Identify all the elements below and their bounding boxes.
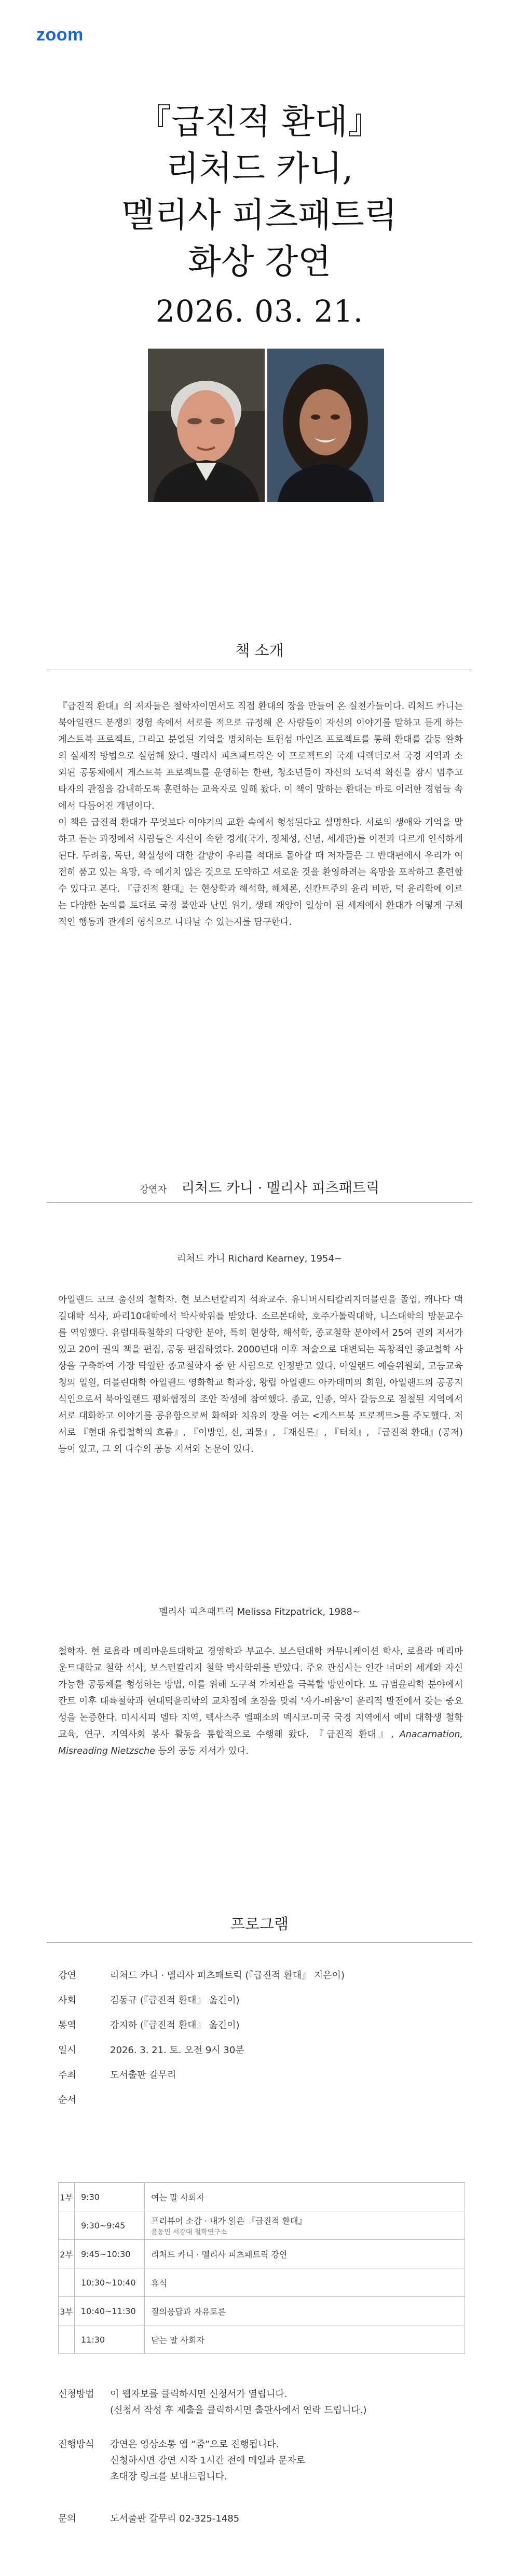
info-row: 순서 [58,2095,76,2106]
schedule-row: 10:30~10:40 휴식 [59,2268,465,2297]
info-row: 사회 김동규 (『급진적 환대』 옮긴이) [58,1995,240,2006]
lecturer-label: 강연자 [139,1184,167,1195]
bio-name-fitzpatrick: 멜리사 피츠패트릭 Melissa Fitzpatrick, 1988~ [159,1606,360,1617]
book-intro-title: 책 소개 [235,642,284,659]
divider [47,1202,472,1203]
book-intro-text [58,698,463,931]
program-title: 프로그램 [230,1915,289,1933]
schedule-row: 3부 10:40~11:30 질의응답과 자유토론 [59,2297,465,2325]
lecturer-names: 리처드 카니 · 멜리사 피츠패트릭 [181,1180,380,1196]
hero-title-line: 멜리사 피츠패트릭 [121,195,398,235]
schedule-row: 2부 9:45~10:30 리처드 카니 · 멜리사 피츠패트릭 강연 [59,2240,465,2268]
bio-text-kearney [58,1292,463,1458]
schedule-row: 11:30 닫는 말 사회자 [59,2325,465,2354]
divider [47,1942,472,1943]
bio-text-fitzpatrick [58,1643,463,1760]
schedule-table [58,2182,465,2354]
hero-title-line: 『급진적 환대』 [137,102,382,142]
info-row: 주최 도서출판 갈무리 [58,2070,176,2081]
portrait-melissa-fitzpatrick [267,349,384,502]
info-row: 강연 리처드 카니 · 멜리사 피츠패트릭 (『급진적 환대』 지은이) [58,1970,345,1981]
portrait-richard-kearney [148,349,265,502]
hero-title [0,99,519,285]
schedule-row: 9:30~9:45 프리뷰어 소감 · 내가 읽은 『급진적 환대』 윤동민 서강대 철학연구소 [59,2211,465,2240]
bio-name-kearney: 리처드 카니 Richard Kearney, 1954~ [176,1253,343,1264]
schedule-row: 1부 9:30 여는 말 사회자 [59,2183,465,2211]
intro-paragraph: 『급진적 환대』의 저자들은 철학자이면서도 직접 환대의 장을 만들어 온 실천가들이다. 리처드 카니는 북아일랜드 분쟁의 경험 속에서 서로를 적으로 규정해 온 사람들이 자신의 이야기를 말하고 듣게 하는 게스트북 프로젝트, 그리고 분열된 기억을 병치하는 트윈섬 마인즈 프로젝트를 통해 환대를 갈등 완화의 실제적 방법으로 실험해 왔다. 멜리사 피츠패트릭은 이 프로젝트의 국제 디렉터로서 국경 지역과 소외된 공동체에서 게스트북 프로젝트를 운영하는 한편, 청소년들이 자신의 도덕적 확신을 잠시 멈추고 타자의 관점을 감내하도록 훈련하는 교육자로 일해 왔다. 이 책이 말하는 환대는 바로 이러한 경험들 속에서 다듬어진 개념이다. [58,701,463,811]
zoom-logo: zoom [36,25,84,45]
bio-paragraph: 아일랜드 코크 출신의 철학자. 현 보스턴칼리지 석좌교수. 유니버시티칼리지더블린을 졸업, 캐나다 맥길대학 석사, 파리10대학에서 박사학위를 받았다. 소르본대학, 호주가톨릭대학, 니스대학의 방문교수를 역임했다. 유럽대륙철학의 다양한 분야, 특히 현상학, 해석학, 종교철학 분야에서 25여 권의 저서가 있고 20여 권의 책을 편집, 공동 편집하였다. 2000년대 이후 저술으로 대변되는 독창적인 종교철학 사상을 구축하여 가장 탁월한 종교철학자 중 한 사람으로 인정받고 있다. 아일랜드 예술위원회, 고등교육청의 일원, 더블린대학 아일랜드 영화학교 학과장, 왕립 아일랜드 아카데미의 회원, 아일랜드의 공공지식인으로서 북아일랜드 평화협정의 조안 작성에 참여했다. 종교, 인종, 역사 갈등으로 점철된 지역에서 서로 대화하고 이야기를 공유함으로써 화해와 치유의 장을 여는 <게스트북 프로젝트>를 주도했다. 저서로 『현대 유럽철학의 흐름』, 『이방인, 신, 괴물』, 『재신론』, 『터치』, 『급진적 환대』(공저) 등이 있고, 그 외 다수의 공동 저서와 논문이 있다. [58,1295,463,1455]
event-date: 2026. 03. 21. [155,294,364,329]
hero-title-line: 화상 강연 [187,242,331,282]
bio-paragraph: 철학자. 현 로욜라 메리마운트대학교 경영학과 부교수. 보스턴대학 커뮤니케이션 학사, 로욜라 메리마운트대학교 철학 석사, 보스턴칼리지 철학 박사학위를 받았다. 주요 관심사는 인간 너머의 세계와 자신 가능한 공동체를 형성하는 방법, 이를 위해 도구적 가치관을 극복할 방안이다. 또 규범윤리학 분야에서 칸트 이후 대륙철학과 현대덕윤리학의 교차점에 초점을 맞춰 '자가-비움'이 윤리적 발전에서 갖는 중요성을 논증한다. 미시시피 델타 지역, 텍사스주 엘패소의 멕시코-미국 국경 지역에서 예비 대학생 철학 교육, 연구, 지역사회 봉사 활동을 통합적으로 수행해 왔다. 『급진적 환대』, Anacarnation, Misreading Nietzsche 등의 공동 저서가 있다. [58,1646,463,1756]
lecturer-heading [0,1176,519,1197]
event-poster[interactable]: zoom 『급진적 환대』 리처드 카니, 멜리사 피츠패트릭 화상 강연 2026. 03. 21. 책 소개 『급진적 환대』의 저자들은 철학자이면서도 직접 환대의 장을 만들어 온 실천가들이다. 리처드 카니는 북아일랜드 분쟁의 경험 속에서 서로를 적으로 규정해 온 사람들이 자신의 이야기를 말하고 듣게 하는 게스트북 프로젝트, 그리고 분열된 기억을 병치하는 트윈섬 마인즈 프로젝트를 통해 환대를 갈등 완화의 실제적 방법으로 실험해 왔다. 멜리사 피츠패트릭은 이 프로젝트의 국제 디렉터로서 국경 지역과 소외된 공동체에서 게스트북 프로젝트를 운영하는 한편, 청소년들이 자신의 도덕적 확신을 잠시 멈추고 타자의 관점을 감내하도록 훈련하는 교육자로 일해 왔다. 이 책이 말하는 환대는 바로 이러한 경험들 속에서 다듬어진 개념이다. 이 책은 급진적 환대가 무엇보다 이야기의 교환 속에서 형성된다고 설명한다. 서로의 생애와 기억을 말하고 듣는 과정에서 사람들은 자신이 속한 경계(국가, 정체성, 신념, 세계관)를 이전과 다르게 인식하게 된다. 두려움, 독단, 확실성에 대한 갈망이 우리를 적대로 몰아갈 때 저자들은 그 반대편에서 우리가 여전히 품고 있는 욕망, 즉 예기치 않은 것으로 도약하고 새로운 것을 환영하려는 욕망을 포착하고 훈련할 수 있다고 본다. 『급진적 환대』는 현상학과 해석학, 해체론, 신칸트주의 윤리 비판, 덕 윤리학에 이르는 다양한 논의를 토대로 국경 불안과 난민 위기, 생태 재앙이 일상이 된 세계에서 환대가 어떻게 구체적인 행동과 관계의 형식으로 나타날 수 있는지를 탐구한다. 강연자 리처드 카니 · 멜리사 피츠패트릭 리처드 카니 Richard Kearney, 1954~ 아일랜드 코크 출신의 철학자. 현 보스턴칼리지 석좌교수. 유니버시티칼리지더블린을 졸업, 캐나다 맥길대학 석사, 파리10대학에서 박사학위를 받았다. 소르본대학, 호주가톨릭대학, 니스대학의 방문교수를 역임했다. 유럽대륙철학의 다양한 분야, 특히 현상학, 해석학, 종교철학 분야에서 25여 권의 저서가 있고 20여 권의 책을 편집, 공동 편집하였다. 2000년대 이후 저술으로 대변되는 독창적인 종교철학 사상을 구축하여 가장 탁월한 종교철학자 중 한 사람으로 인정받고 있다. 아일랜드 예술위원회, 고등교육청의 일원, 더블린대학 아일랜드 영화학교 학과장, 왕립 아일랜드 아카데미의 회원, 아일랜드의 공공지식인으로서 북아일랜드 평화협정의 조안 작성에 참여했다. 종교, 인종, 역사 갈등으로 점철된 지역에서 서로 대화하고 이야기를 공유함으로써 화해와 치유의 장을 여는 <게스트북 프로젝트>를 주도했다. 저서로 『현대 유럽철학의 흐름』, 『이방인, 신, 괴물』, 『재신론』, 『터치』, 『급진적 환대』(공저) 등이 있고, 그 외 다수의 공동 저서와 논문이 있다. 멜리사 피츠패트릭 Melissa Fitzpatrick, 1988~ 철학자. 현 로욜라 메리마운트대학교 경영학과 부교수. 보스턴대학 커뮤니케이션 학사, 로욜라 메리마운트대학교 철학 석사, 보스턴칼리지 철학 박사학위를 받았다. 주요 관심사는 인간 너머의 세계와 자신 가능한 공동체를 형성하는 방법, 이를 위해 도구적 가치관을 극복할 방안이다. 또 규범윤리학 분야에서 칸트 이후 대륙철학과 현대덕윤리학의 교차점에 초점을 맞춰 '자가-비움'이 윤리적 발전에서 갖는 중요성을 논증한다. 미시시피 델타 지역, 텍사스주 엘패소의 멕시코-미국 국경 지역에서 예비 대학생 철학 교육, 연구, 지역사회 봉사 활동을 통합적으로 수행해 왔다. 『급진적 환대』, Anacarnation, Misreading Nietzsche 등의 공동 저서가 있다. 프로그램 강연 리처드 카니 · 멜리사 피츠패트릭 (『급진적 환대』 지은이) 사회 김동규 (『급진적 환대』 옮긴이) 통역 강지하 (『급진적 환대』 옮긴이) 일시 2026. 3. 21. 토. 오전 9시 30분 주최 도서출판 갈무리 순서 1부 9:30 여는 말 사회자 9:30~9:45 프리뷰어 소감 · 내가 읽은 『급진적 환대』 윤동민 서강대 철학연구소 2부 9:45~10:30 리처드 카니 · 멜리사 피츠패트릭 강연 10:30~10:40 휴식 3부 10:40~11:30 질의응답과 자유토론 11:30 닫는 말 사회자 신청방법 이 웹자보를 클릭하시면 신청서가 열립니다. (신청서 작성 후 제출을 클릭하시면 출판사에서 연락 드립니다.) 진행방식 강연은 영상소통 앱 “줌”으로 진행됩니다. 신청하시면 강연 시작 1시간 전에 메일과 문자로 초대장 링크를 보내드립니다. 문의 도서출판 갈무리 02-325-1485 [0,0,519,2576]
info-row: 통역 강지하 (『급진적 환대』 옮긴이) [58,2020,240,2031]
hero-title-line: 리처드 카니, [166,148,353,188]
intro-paragraph: 이 책은 급진적 환대가 무엇보다 이야기의 교환 속에서 형성된다고 설명한다. 서로의 생애와 기억을 말하고 듣는 과정에서 사람들은 자신이 속한 경계(국가, 정체성, 신념, 세계관)를 이전과 다르게 인식하게 된다. 두려움, 독단, 확실성에 대한 갈망이 우리를 적대로 몰아갈 때 저자들은 그 반대편에서 우리가 여전히 품고 있는 욕망, 즉 예기치 않은 것으로 도약하고 새로운 것을 환영하려는 욕망을 포착하고 훈련할 수 있다고 본다. 『급진적 환대』는 현상학과 해석학, 해체론, 신칸트주의 윤리 비판, 덕 윤리학에 이르는 다양한 논의를 토대로 국경 불안과 난민 위기, 생태 재앙이 일상이 된 세계에서 환대가 어떻게 구체적인 행동과 관계의 형식으로 나타날 수 있는지를 탐구한다. [58,818,463,927]
info-row: 일시 2026. 3. 21. 토. 오전 9시 30분 [58,2045,244,2056]
